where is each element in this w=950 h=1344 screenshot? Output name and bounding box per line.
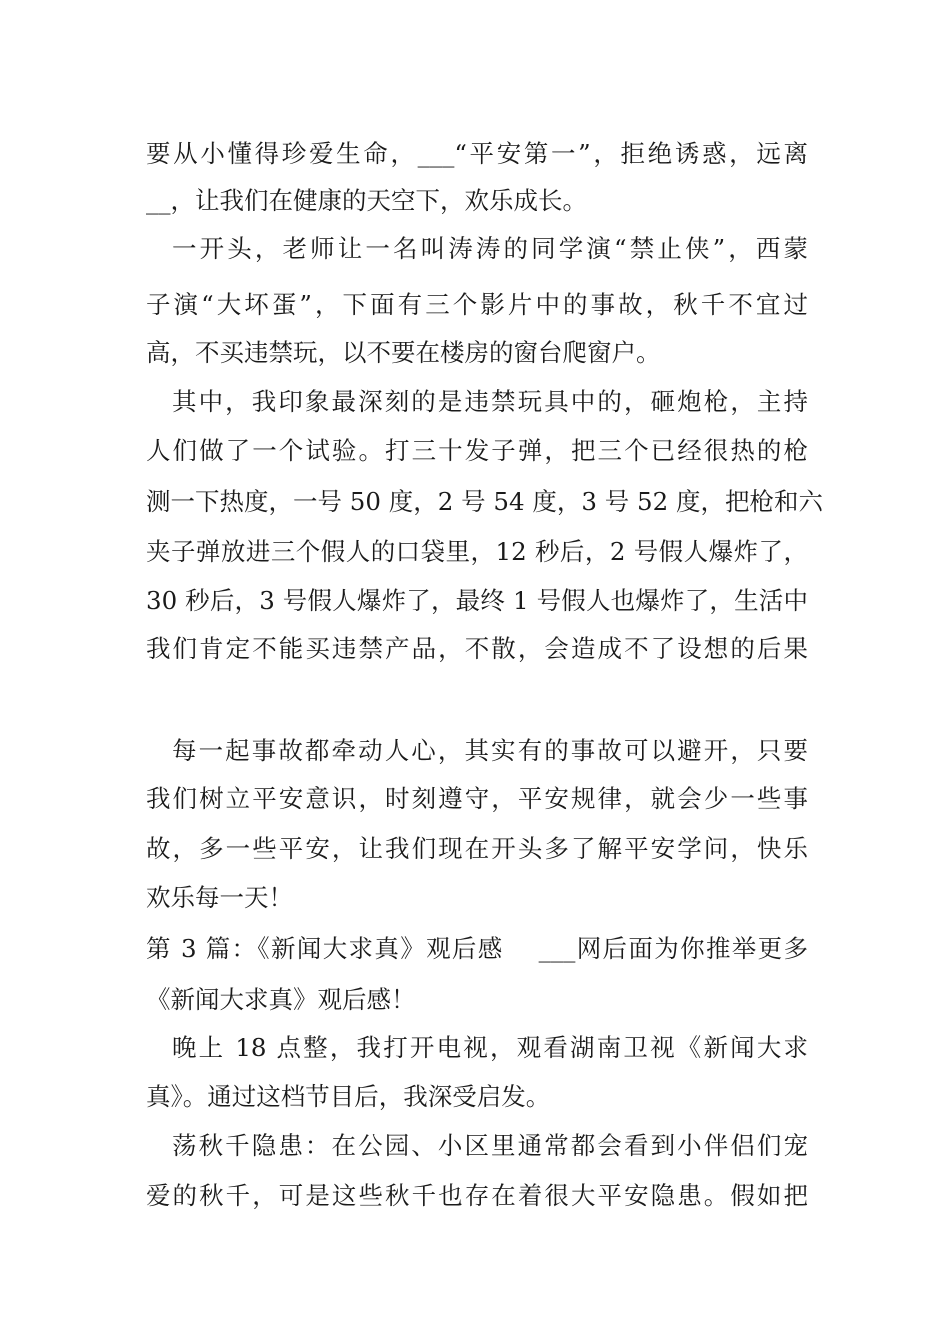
- text-line-8: 测一下热度，一号 50 度，2 号 54 度，3 号 52 度，把枪和六: [146, 487, 824, 516]
- text-line-6: 其中，我印象最深刻的是违禁玩具中的，砸炮枪，主持: [172, 387, 808, 416]
- text-line-1: 要从小懂得珍爱生命，___“平安第一”，拒绝诱惑，远离: [146, 139, 808, 168]
- text-line-9: 夹子弹放进三个假人的口袋里，12 秒后，2 号假人爆炸了，: [146, 537, 808, 566]
- text-line-14: 故，多一些平安，让我们现在开头多了解平安学问，快乐: [146, 834, 808, 863]
- text-line-12: 每一起事故都牵动人心，其实有的事故可以避开，只要: [172, 736, 808, 765]
- text-line-10: 30 秒后，3 号假人爆炸了，最终 1 号假人也爆炸了，生活中: [146, 586, 808, 615]
- text-line-7: 人们做了一个试验。打三十发子弹，把三个已经很热的枪: [146, 436, 808, 465]
- text-line-11: 我们肯定不能买违禁产品，不散，会造成不了设想的后果: [146, 634, 808, 663]
- text-line-13: 我们树立平安意识，时刻遵守，平安规律，就会少一些事: [146, 784, 808, 813]
- text-line-4: 子演“大坏蛋”，下面有三个影片中的事故，秋千不宜过: [146, 290, 808, 319]
- text-line-21: 爱的秋千，可是这些秋千也存在着很大平安隐患。假如把: [146, 1181, 808, 1210]
- text-line-2: __，让我们在健康的天空下，欢乐成长。: [146, 186, 587, 215]
- text-line-15: 欢乐每一天！: [146, 883, 293, 912]
- text-line-18: 晚上 18 点整，我打开电视，观看湖南卫视《新闻大求: [172, 1033, 808, 1062]
- section-heading-line-1: 第 3 篇：《新闻大求真》观后感 ___网后面为你推举更多: [146, 934, 808, 963]
- text-line-5: 高，不买违禁玩，以不要在楼房的窗台爬窗户。: [146, 338, 661, 367]
- text-line-19: 真》。通过这档节目后，我深受启发。: [146, 1082, 551, 1111]
- section-heading-line-2: 《新闻大求真》观后感！: [146, 985, 416, 1014]
- text-line-20: 荡秋千隐患：在公园、小区里通常都会看到小伴侣们宠: [172, 1131, 808, 1160]
- text-line-3: 一开头，老师让一名叫涛涛的同学演“禁止侠”，西蒙: [172, 234, 808, 263]
